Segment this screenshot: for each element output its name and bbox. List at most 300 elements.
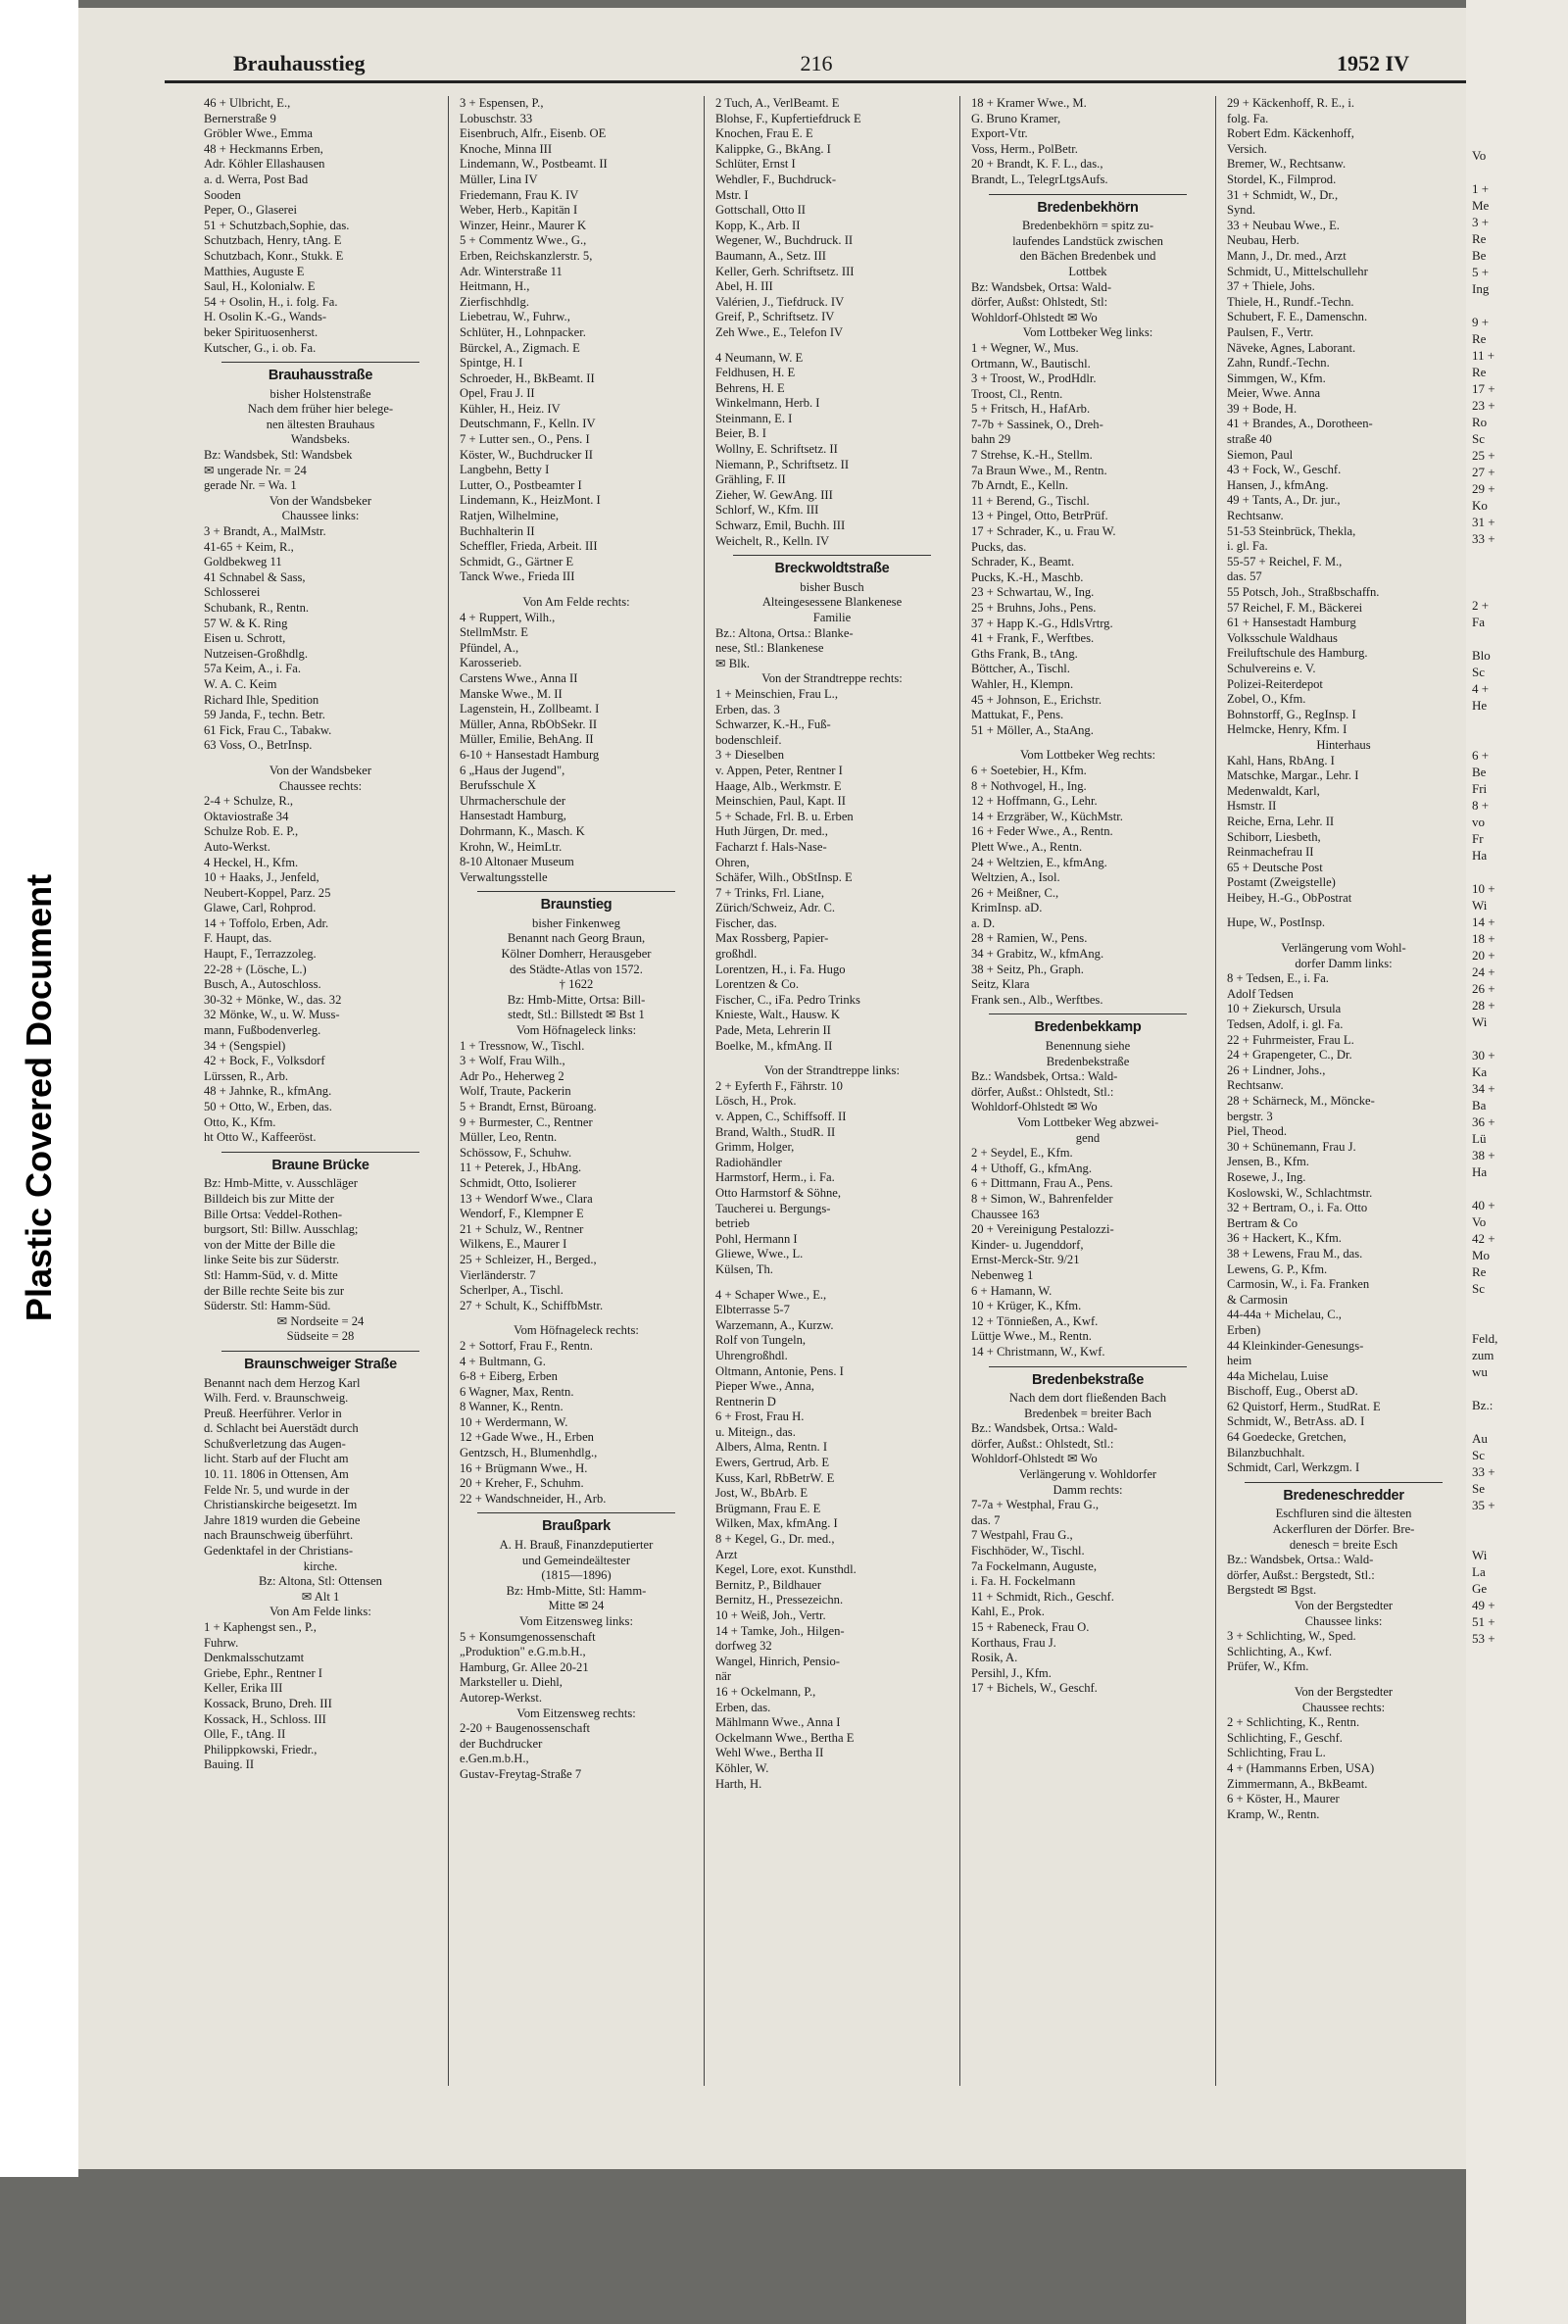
directory-entry: Gliewe, Wwe., L.	[715, 1247, 804, 1261]
directory-entry: Erben)	[1227, 1322, 1261, 1337]
directory-entry: Bernerstraße 9	[204, 111, 276, 125]
directory-entry: Sooden	[204, 187, 241, 202]
adjacent-page-fragment: Sc	[1472, 1281, 1485, 1296]
directory-entry: Niemann, P., Schriftsetz. II	[715, 457, 850, 471]
directory-entry: Mattukat, F., Pens.	[971, 708, 1064, 722]
directory-entry: 10 + Haaks, J., Jenfeld,	[204, 870, 319, 885]
adjacent-page-fragment	[1466, 164, 1568, 180]
directory-entry: Schlosserei	[204, 585, 261, 600]
directory-entry: Valérien, J., Tiefdruck. IV	[715, 294, 845, 309]
section-note: Benennung siehe	[1045, 1039, 1131, 1054]
directory-entry: Fischer, C., iFa. Pedro Trinks	[715, 992, 860, 1007]
section-note: Von der Strandtreppe links:	[764, 1063, 900, 1078]
directory-entry: 30 + Schünemann, Frau J.	[1227, 1139, 1356, 1154]
directory-entry: d. Schlacht bei Auerstädt durch	[204, 1421, 359, 1436]
directory-entry: Lagenstein, H., Zollbeamt. I	[460, 702, 600, 717]
directory-entry: Tanck Wwe., Frieda III	[460, 569, 575, 584]
directory-entry: Autorep-Werkst.	[460, 1690, 542, 1705]
directory-entry: 8 + Tedsen, E., i. Fa.	[1227, 971, 1329, 986]
section-rule	[733, 555, 931, 556]
directory-entry: Erben, das.	[715, 1700, 771, 1714]
directory-entry: 48 + Jahnke, R., kfmAng.	[204, 1084, 332, 1099]
directory-entry: Plett Wwe., A., Rentn.	[971, 839, 1083, 854]
directory-entry: Schlüter, H., Lohnpacker.	[460, 324, 586, 339]
directory-entry: 5 + Fritsch, H., HafArb.	[971, 402, 1091, 417]
directory-entry: 44 Kleinkinder-Genesungs-	[1227, 1338, 1364, 1353]
directory-entry: großhdl.	[715, 947, 758, 962]
directory-entry: dorfweg 32	[715, 1639, 772, 1654]
directory-entry: ht Otto W., Kaffeeröst.	[204, 1130, 317, 1145]
directory-entry: 38 + Lewens, Frau M., das.	[1227, 1246, 1363, 1261]
header-street: Brauhausstieg	[233, 51, 366, 75]
directory-entry: Schulze Rob. E. P.,	[204, 824, 299, 839]
directory-entry: Wollny, E. Schriftsetz. II	[715, 442, 838, 457]
directory-entry: 17 + Schrader, K., u. Frau W.	[971, 524, 1116, 539]
directory-entry: Versich.	[1227, 141, 1267, 156]
section-rule	[221, 1152, 419, 1153]
directory-entry: mann, Fußbodenverleg.	[204, 1023, 321, 1038]
street-heading: Bredenbekstraße	[1032, 1372, 1144, 1388]
section-note: Damm rechts:	[1053, 1482, 1123, 1497]
directory-entry: Rolf von Tungeln,	[715, 1333, 807, 1348]
directory-entry: 7 + Trinks, Frl. Liane,	[715, 885, 825, 900]
directory-entry: Lorentzen & Co.	[715, 977, 799, 992]
directory-entry: Oltmann, Antonie, Pens. I	[715, 1363, 844, 1378]
adjacent-page-edge	[1466, 0, 1568, 2324]
adjacent-page-fragment: Sc	[1472, 431, 1485, 446]
directory-entry: 8 + Kegel, G., Dr. med.,	[715, 1532, 835, 1547]
directory-entry: 14 + Toffolo, Erben, Adr.	[204, 915, 329, 930]
directory-entry: Müller, Emilie, BehAng. II	[460, 732, 594, 747]
directory-entry: Kahl, Hans, RbAng. I	[1227, 753, 1335, 767]
directory-entry: 41-65 + Keim, R.,	[204, 539, 294, 554]
directory-entry: Bremer, W., Rechtsanw.	[1227, 157, 1347, 172]
directory-entry: i. gl. Fa.	[1227, 539, 1268, 554]
directory-entry: 49 + Tants, A., Dr. jur.,	[1227, 493, 1341, 508]
directory-entry: 13 + Wendorf Wwe., Clara	[460, 1191, 593, 1206]
directory-entry: 26 + Lindner, Johs.,	[1227, 1063, 1326, 1077]
directory-entry: Richard Ihle, Spedition	[204, 692, 319, 707]
directory-page	[8, 8, 1466, 2169]
directory-entry: Griebe, Ephr., Rentner I	[204, 1665, 322, 1680]
directory-entry: Scheffler, Frieda, Arbeit. III	[460, 539, 598, 554]
directory-entry: Volksschule Waldhaus	[1227, 630, 1338, 645]
directory-entry: W. A. C. Keim	[204, 676, 277, 691]
directory-entry: Philippkowski, Friedr.,	[204, 1742, 318, 1756]
directory-entry: 45 + Johnson, E., Erichstr.	[971, 692, 1102, 707]
adjacent-page-fragment: Mo	[1472, 1248, 1491, 1262]
directory-entry: Olle, F., tAng. II	[204, 1727, 286, 1742]
directory-entry: Taucherei u. Bergungs-	[715, 1201, 831, 1215]
directory-entry: gerade Nr. = Wa. 1	[204, 478, 297, 493]
directory-entry: 2-20 + Baugenossenschaft	[460, 1721, 591, 1736]
adjacent-page-fragment	[1466, 1413, 1568, 1430]
side-tab	[0, 0, 78, 2177]
directory-entry: Bille Ortsa: Veddel-Rothen-	[204, 1207, 343, 1221]
section-note: Bz: Hmb-Mitte, Stl: Hamm-	[506, 1583, 647, 1598]
directory-entry: 11 + Peterek, J., HbAng.	[460, 1161, 582, 1175]
section-note: bisher Busch	[800, 579, 864, 594]
adjacent-page-fragment	[1466, 580, 1568, 597]
directory-entry: Bauing. II	[204, 1757, 255, 1772]
directory-entry: F. Haupt, das.	[204, 931, 272, 946]
directory-entry: 50 + Otto, W., Erben, das.	[204, 1100, 332, 1113]
directory-entry: Süderstr. Stl: Hamm-Süd.	[204, 1299, 331, 1313]
directory-entry: 1 + Wegner, W., Mus.	[971, 340, 1079, 355]
adjacent-page-fragment: Ko	[1472, 498, 1488, 513]
adjacent-page-fragment: 3 +	[1472, 215, 1490, 229]
adjacent-page-fragment: Ing	[1472, 281, 1490, 296]
directory-entry: 41 + Brandes, A., Dorotheen-	[1227, 417, 1373, 431]
directory-entry: Bertram & Co	[1227, 1215, 1298, 1230]
directory-entry: Rechtsanw.	[1227, 1078, 1284, 1093]
directory-entry: 7-7a + Westphal, Frau G.,	[971, 1498, 1100, 1512]
adjacent-page-fragment: zum	[1472, 1348, 1494, 1362]
adjacent-page-fragment: 2 +	[1472, 598, 1490, 613]
adjacent-page-fragment: Ge	[1472, 1581, 1488, 1596]
directory-entry: Schlichting, A., Kwf.	[1227, 1644, 1333, 1658]
section-rule	[1245, 1482, 1443, 1483]
section-rule	[221, 1351, 419, 1352]
directory-entry: Bohnstorff, G., RegInsp. I	[1227, 707, 1356, 721]
directory-entry: 2 + Seydel, E., Kfm.	[971, 1146, 1073, 1161]
directory-entry: Prüfer, W., Kfm.	[1227, 1659, 1309, 1674]
directory-entry: Külsen, Th.	[715, 1261, 773, 1276]
directory-entry: das. 7	[971, 1512, 1001, 1527]
directory-entry: 24 + Grapengeter, C., Dr.	[1227, 1048, 1352, 1063]
directory-entry: Bz: Hmb-Mitte, v. Ausschläger	[204, 1176, 358, 1191]
section-note: Vom Eitzensweg rechts:	[516, 1706, 636, 1720]
directory-entry: Zahn, Rundf.-Techn.	[1227, 356, 1330, 371]
directory-entry: när	[715, 1669, 732, 1684]
section-note: Vom Höfnageleck rechts:	[514, 1323, 639, 1338]
directory-entry: Bürckel, A., Zigmach. E	[460, 340, 580, 355]
section-note: Chaussee rechts:	[1301, 1700, 1386, 1714]
directory-entry: 34 + (Sengspiel)	[204, 1038, 286, 1053]
directory-entry: 2-4 + Schulze, R.,	[204, 794, 294, 809]
directory-entry: 2 + Schlichting, K., Rentn.	[1227, 1715, 1360, 1730]
directory-entry: 3 + Wolf, Frau Wilh.,	[460, 1054, 565, 1068]
spacer	[715, 341, 949, 351]
adjacent-page-fragment: 31 +	[1472, 515, 1495, 529]
directory-entry: Schutzbach, Henry, tAng. E	[204, 233, 342, 248]
adjacent-page-fragment: 30 +	[1472, 1048, 1495, 1063]
directory-entry: 4 + Schaper Wwe., E.,	[715, 1287, 827, 1302]
directory-entry: 7 + Lutter sen., O., Pens. I	[460, 432, 590, 447]
directory-entry: Rosewe, J., Ing.	[1227, 1169, 1306, 1184]
directory-entry: Erben, das. 3	[715, 702, 780, 717]
directory-entry: Zeh Wwe., E., Telefon IV	[715, 324, 844, 339]
adjacent-page-fragment	[1466, 1030, 1568, 1047]
adjacent-page-fragment: 33 +	[1472, 531, 1495, 546]
directory-entry: Ortmann, W., Bautischl.	[971, 356, 1091, 371]
spacer	[460, 585, 693, 595]
section-note: Von der Wandsbeker	[269, 493, 372, 508]
section-note: Von der Bergstedter	[1294, 1599, 1394, 1612]
directory-entry: Rechtsanw.	[1227, 509, 1284, 523]
directory-entry: Schlüter, Ernst I	[715, 157, 796, 172]
section-note: Bz: Altona, Stl: Ottensen	[259, 1574, 382, 1589]
adjacent-page-fragment	[1466, 1297, 1568, 1313]
directory-entry: Haage, Alb., Werkmstr. E	[715, 778, 842, 793]
adjacent-page-fragment: Vo	[1472, 148, 1487, 163]
directory-entry: Eisen u. Schrott,	[204, 631, 286, 646]
directory-entry: StellmMstr. E	[460, 625, 528, 640]
directory-entry: Elbterrasse 5-7	[715, 1303, 790, 1317]
directory-entry: Paulsen, F., Vertr.	[1227, 324, 1314, 339]
directory-entry: Schulvereins e. V.	[1227, 661, 1316, 675]
directory-entry: Schwarzer, K.-H., Fuß-	[715, 717, 831, 732]
directory-entry: Müller, Anna, RbObSekr. II	[460, 717, 598, 731]
section-note: laufendes Landstück zwischen	[1012, 233, 1163, 248]
section-note: Chaussee links:	[1304, 1613, 1383, 1628]
directory-entry: G. Bruno Kramer,	[971, 111, 1061, 125]
directory-entry: Köhler, W.	[715, 1760, 769, 1775]
directory-entry: Schössow, F., Schuhw.	[460, 1145, 572, 1160]
adjacent-page-fragment	[1466, 547, 1568, 564]
directory-entry: Lewens, G. P., Kfm.	[1227, 1261, 1328, 1276]
directory-entry: Harth, H.	[715, 1776, 762, 1791]
directory-entry: 51 + Möller, A., StaAng.	[971, 722, 1094, 737]
directory-entry: Winkelmann, Herb. I	[715, 396, 820, 411]
adjacent-page-fragment: 14 +	[1472, 915, 1495, 929]
adjacent-page-fragment: Fri	[1472, 781, 1488, 796]
directory-entry: Ewers, Gertrud, Arb. E	[715, 1456, 830, 1470]
directory-entry: Christianskirche beigesetzt. Im	[204, 1498, 358, 1512]
adjacent-page-fragment: Wi	[1472, 1014, 1488, 1029]
directory-entry: KrimInsp. aD.	[971, 901, 1043, 915]
directory-entry: Siemon, Paul	[1227, 447, 1294, 462]
directory-entry: Pfündel, A.,	[460, 640, 519, 655]
section-note: und Gemeindeältester	[521, 1553, 631, 1567]
section-rule	[477, 891, 675, 892]
directory-entry: 57a Keim, A., i. Fa.	[204, 662, 301, 676]
section-note: Bredenbek = breiter Bach	[1024, 1406, 1152, 1420]
section-note: Eschfluren sind die ältesten	[1275, 1507, 1412, 1521]
directory-entry: Bz.: Wandsbek, Ortsa.: Wald-	[971, 1421, 1118, 1436]
directory-entry: 65 + Deutsche Post	[1227, 860, 1323, 874]
directory-entry: 30-32 + Mönke, W., das. 32	[204, 992, 342, 1007]
adjacent-page-fragment: 36 +	[1472, 1114, 1495, 1129]
directory-entry: Köster, W., Buchdrucker II	[460, 447, 593, 462]
directory-entry: licht. Starb auf der Flucht am	[204, 1452, 349, 1466]
section-note: gend	[1075, 1130, 1101, 1145]
adjacent-page-fragment: Ha	[1472, 1164, 1488, 1179]
adjacent-page-fragment: 51 +	[1472, 1614, 1495, 1629]
directory-entry: Müller, Lina IV	[460, 172, 538, 186]
spacer	[1227, 931, 1460, 941]
directory-entry: beker Spirituosenherst.	[204, 324, 318, 339]
directory-entry: 37 + Happ K.-G., HdlsVrtrg.	[971, 616, 1113, 630]
directory-entry: Erben, Reichskanzlerstr. 5,	[460, 248, 593, 263]
directory-entry: 17 + Bichels, W., Geschf.	[971, 1681, 1098, 1696]
adjacent-page-fragment: La	[1472, 1564, 1486, 1579]
directory-entry: 4 Neumann, W. E	[715, 350, 804, 365]
directory-entry: 32 Mönke, W., u. W. Muss-	[204, 1008, 340, 1022]
directory-entry: 12 +Gade Wwe., H., Erben	[460, 1430, 594, 1445]
directory-entry: Kuss, Karl, RbBetrW. E	[715, 1470, 835, 1485]
directory-entry: 41 Schnabel & Sass,	[204, 569, 306, 584]
directory-entry: Weichelt, R., Kelln. IV	[715, 533, 830, 548]
directory-entry: dörfer, Außst.: Ohlstedt, Stl.:	[971, 1084, 1114, 1099]
directory-entry: Opel, Frau J. II	[460, 386, 535, 401]
directory-entry: der Bille rechte Seite bis zur	[204, 1283, 345, 1298]
directory-column-3	[715, 96, 949, 2145]
directory-entry: 61 + Hansestadt Hamburg	[1227, 616, 1356, 630]
section-note: Alteingesessene Blankenese	[761, 595, 903, 610]
street-heading: Breckwoldtstraße	[774, 562, 890, 577]
directory-entry: Kramp, W., Rentn.	[1227, 1806, 1320, 1821]
adjacent-page-fragment: Wi	[1472, 1548, 1488, 1562]
section-note: Nach dem dort fließenden Bach	[1008, 1391, 1167, 1406]
spacer	[460, 1313, 693, 1323]
directory-entry: Keller, Erika III	[204, 1681, 283, 1696]
adjacent-page-fragment	[1466, 1380, 1568, 1397]
directory-entry: Otto, K., Kfm.	[204, 1114, 276, 1129]
directory-entry: Lindemann, W., Postbeamt. II	[460, 157, 608, 172]
directory-entry: 6 + Dittmann, Frau A., Pens.	[971, 1176, 1113, 1191]
directory-entry: e.Gen.m.b.H.,	[460, 1752, 529, 1766]
directory-entry: v. Appen, C., Schiffsoff. II	[715, 1110, 847, 1123]
directory-entry: Neubau, Herb.	[1227, 233, 1299, 248]
section-note: Ackerfluren der Dörfer. Bre-	[1272, 1522, 1415, 1537]
directory-entry: 43 + Fock, W., Geschf.	[1227, 463, 1342, 477]
directory-entry: Knieste, Walt., Hausw. K	[715, 1008, 841, 1022]
section-note: bisher Holstenstraße	[270, 386, 371, 401]
section-note: Von Am Felde links:	[270, 1605, 371, 1619]
section-note: Chaussee links:	[281, 509, 360, 523]
directory-entry: Lorentzen, H., i. Fa. Hugo	[715, 962, 846, 976]
directory-entry: Huth Jürgen, Dr. med.,	[715, 824, 828, 839]
directory-entry: Piel, Theod.	[1227, 1124, 1287, 1139]
directory-entry: 8 + Simon, W., Bahrenfelder	[971, 1191, 1113, 1206]
directory-entry: 2 Tuch, A., VerlBeamt. E	[715, 96, 840, 110]
adjacent-page-fragment: Be	[1472, 248, 1487, 263]
directory-entry: 3 + Troost, W., ProdHdlr.	[971, 371, 1097, 386]
section-note: des Städte-Atlas von 1572.	[510, 962, 643, 976]
directory-entry: Fischhöder, W., Tischl.	[971, 1544, 1085, 1558]
directory-entry: Pade, Meta, Lehrerin II	[715, 1023, 831, 1038]
directory-entry: 8 Wanner, K., Rentn.	[460, 1400, 564, 1414]
header-year-volume: 1952 IV	[1337, 51, 1409, 75]
adjacent-page-fragment: 9 +	[1472, 315, 1490, 329]
adjacent-page-fragment: 38 +	[1472, 1148, 1495, 1162]
directory-entry: Lösch, H., Prok.	[715, 1094, 797, 1109]
directory-entry: 6 „Haus der Jugend",	[460, 763, 565, 777]
directory-entry: Eisenbruch, Alfr., Eisenb. OE	[460, 126, 607, 141]
street-heading: Braunschweiger Straße	[244, 1357, 397, 1372]
adjacent-page-fragment: 26 +	[1472, 981, 1495, 996]
directory-entry: 16 + Brügmann Wwe., H.	[460, 1460, 588, 1475]
directory-entry: Karosserieb.	[460, 656, 522, 670]
spacer	[1227, 906, 1460, 915]
directory-entry: Wilken, Max, kfmAng. I	[715, 1516, 838, 1531]
directory-entry: Gottschall, Otto II	[715, 203, 806, 218]
adjacent-page-fragment: 49 +	[1472, 1598, 1495, 1612]
directory-entry: Schubank, R., Rentn.	[204, 601, 310, 615]
directory-entry: 10 + Krüger, K., Kfm.	[971, 1299, 1082, 1313]
section-note: Vom Lottbeker Weg abzwei-	[1016, 1115, 1159, 1129]
section-note: Südseite = 28	[286, 1329, 355, 1344]
directory-entry: Helmcke, Henry, Kfm. I	[1227, 722, 1348, 737]
directory-entry: Harmstorf, Herm., i. Fa.	[715, 1170, 835, 1185]
directory-entry: Busch, A., Autoschloss.	[204, 977, 321, 992]
directory-entry: 42 + Bock, F., Volksdorf	[204, 1054, 325, 1068]
directory-entry: Synd.	[1227, 203, 1256, 218]
adjacent-page-fragment: 8 +	[1472, 798, 1490, 813]
page-number: 216	[800, 51, 833, 75]
directory-entry: „Produktion" e.G.m.b.H.,	[460, 1645, 586, 1659]
column-divider	[959, 96, 960, 2086]
directory-entry: Schmidt, Otto, Isolierer	[460, 1175, 576, 1190]
section-note: Bredenbekhörn = spitz zu-	[1021, 219, 1154, 233]
directory-entry: 55 Potsch, Joh., Straßbschaffn.	[1227, 585, 1380, 599]
directory-entry: 6-10 + Hansestadt Hamburg	[460, 747, 600, 762]
directory-entry: Dohrmann, K., Masch. K	[460, 823, 585, 838]
adjacent-page-fragment: Ka	[1472, 1064, 1488, 1079]
spacer	[204, 754, 437, 764]
directory-entry: 12 + Tönnießen, A., Kwf.	[971, 1313, 1099, 1328]
directory-entry: Polizei-Reiterdepot	[1227, 676, 1323, 691]
directory-entry: Brand, Walth., StudR. II	[715, 1124, 836, 1139]
directory-entry: Voss, Herm., PolBetr.	[971, 141, 1078, 156]
adjacent-page-fragment: 25 +	[1472, 448, 1495, 463]
adjacent-page-fragment: Fa	[1472, 615, 1485, 629]
directory-entry: Thiele, H., Rundf.-Techn.	[1227, 294, 1354, 309]
directory-entry: 44-44a + Michelau, C.,	[1227, 1308, 1342, 1322]
directory-entry: Oktaviostraße 34	[204, 809, 289, 823]
directory-entry: Weltzien, A., Isol.	[971, 870, 1060, 885]
adjacent-page-fragment: 4 +	[1472, 681, 1490, 696]
directory-entry: dörfer, Außst.: Bergstedt, Stl.:	[1227, 1567, 1375, 1582]
directory-entry: Nebenweg 1	[971, 1267, 1034, 1282]
directory-entry: 29 + Käckenhoff, R. E., i.	[1227, 96, 1354, 110]
directory-entry: Billdeich bis zur Mitte der	[204, 1191, 334, 1206]
directory-entry: 6-8 + Eiberg, Erben	[460, 1369, 558, 1384]
directory-entry: 6 + Frost, Frau H.	[715, 1409, 805, 1424]
section-note: Wandsbeks.	[290, 432, 351, 447]
adjacent-page-fragment	[1466, 1513, 1568, 1530]
directory-entry: 54 + Osolin, H., i. folg. Fa.	[204, 294, 338, 309]
section-note: denesch = breite Esch	[1289, 1537, 1398, 1552]
adjacent-page-fragment	[1466, 1313, 1568, 1330]
directory-entry: straße 40	[1227, 432, 1272, 447]
directory-entry: Reinmachefrau II	[1227, 845, 1314, 860]
directory-entry: Kalippke, G., BkAng. I	[715, 141, 831, 156]
directory-entry: Uhrmacherschule der	[460, 793, 566, 808]
directory-entry: Arzt	[715, 1547, 738, 1561]
section-note: Chaussee rechts:	[278, 778, 363, 793]
directory-entry: 61 Fick, Frau C., Tabakw.	[204, 722, 332, 737]
directory-entry: Bergstedt ✉ Bgst.	[1227, 1583, 1317, 1598]
adjacent-page-fragment: Se	[1472, 1481, 1485, 1496]
columns-container	[204, 96, 1466, 2164]
directory-entry: Grähling, F. II	[715, 472, 786, 487]
adjacent-page-fragment: Re	[1472, 331, 1487, 346]
directory-entry: & Carmosin	[1227, 1292, 1288, 1307]
column-divider	[1215, 96, 1216, 2086]
directory-entry: 16 + Feder Wwe., A., Rentn.	[971, 824, 1113, 839]
directory-column-1	[204, 96, 437, 2145]
section-note: Hinterhaus	[1316, 737, 1371, 752]
adjacent-page-fragment: 23 +	[1472, 398, 1495, 413]
directory-entry: 5 + Brandt, Ernst, Büroang.	[460, 1100, 597, 1113]
directory-entry: Zimmermann, A., BkBeamt.	[1227, 1776, 1368, 1791]
directory-entry: 3 + Dieselben	[715, 748, 785, 763]
directory-entry: Blohse, F., Kupfertiefdruck E	[715, 111, 861, 125]
directory-entry: 8-10 Altonaer Museum	[460, 855, 574, 869]
directory-entry: 4 + (Hammanns Erben, USA)	[1227, 1760, 1375, 1775]
